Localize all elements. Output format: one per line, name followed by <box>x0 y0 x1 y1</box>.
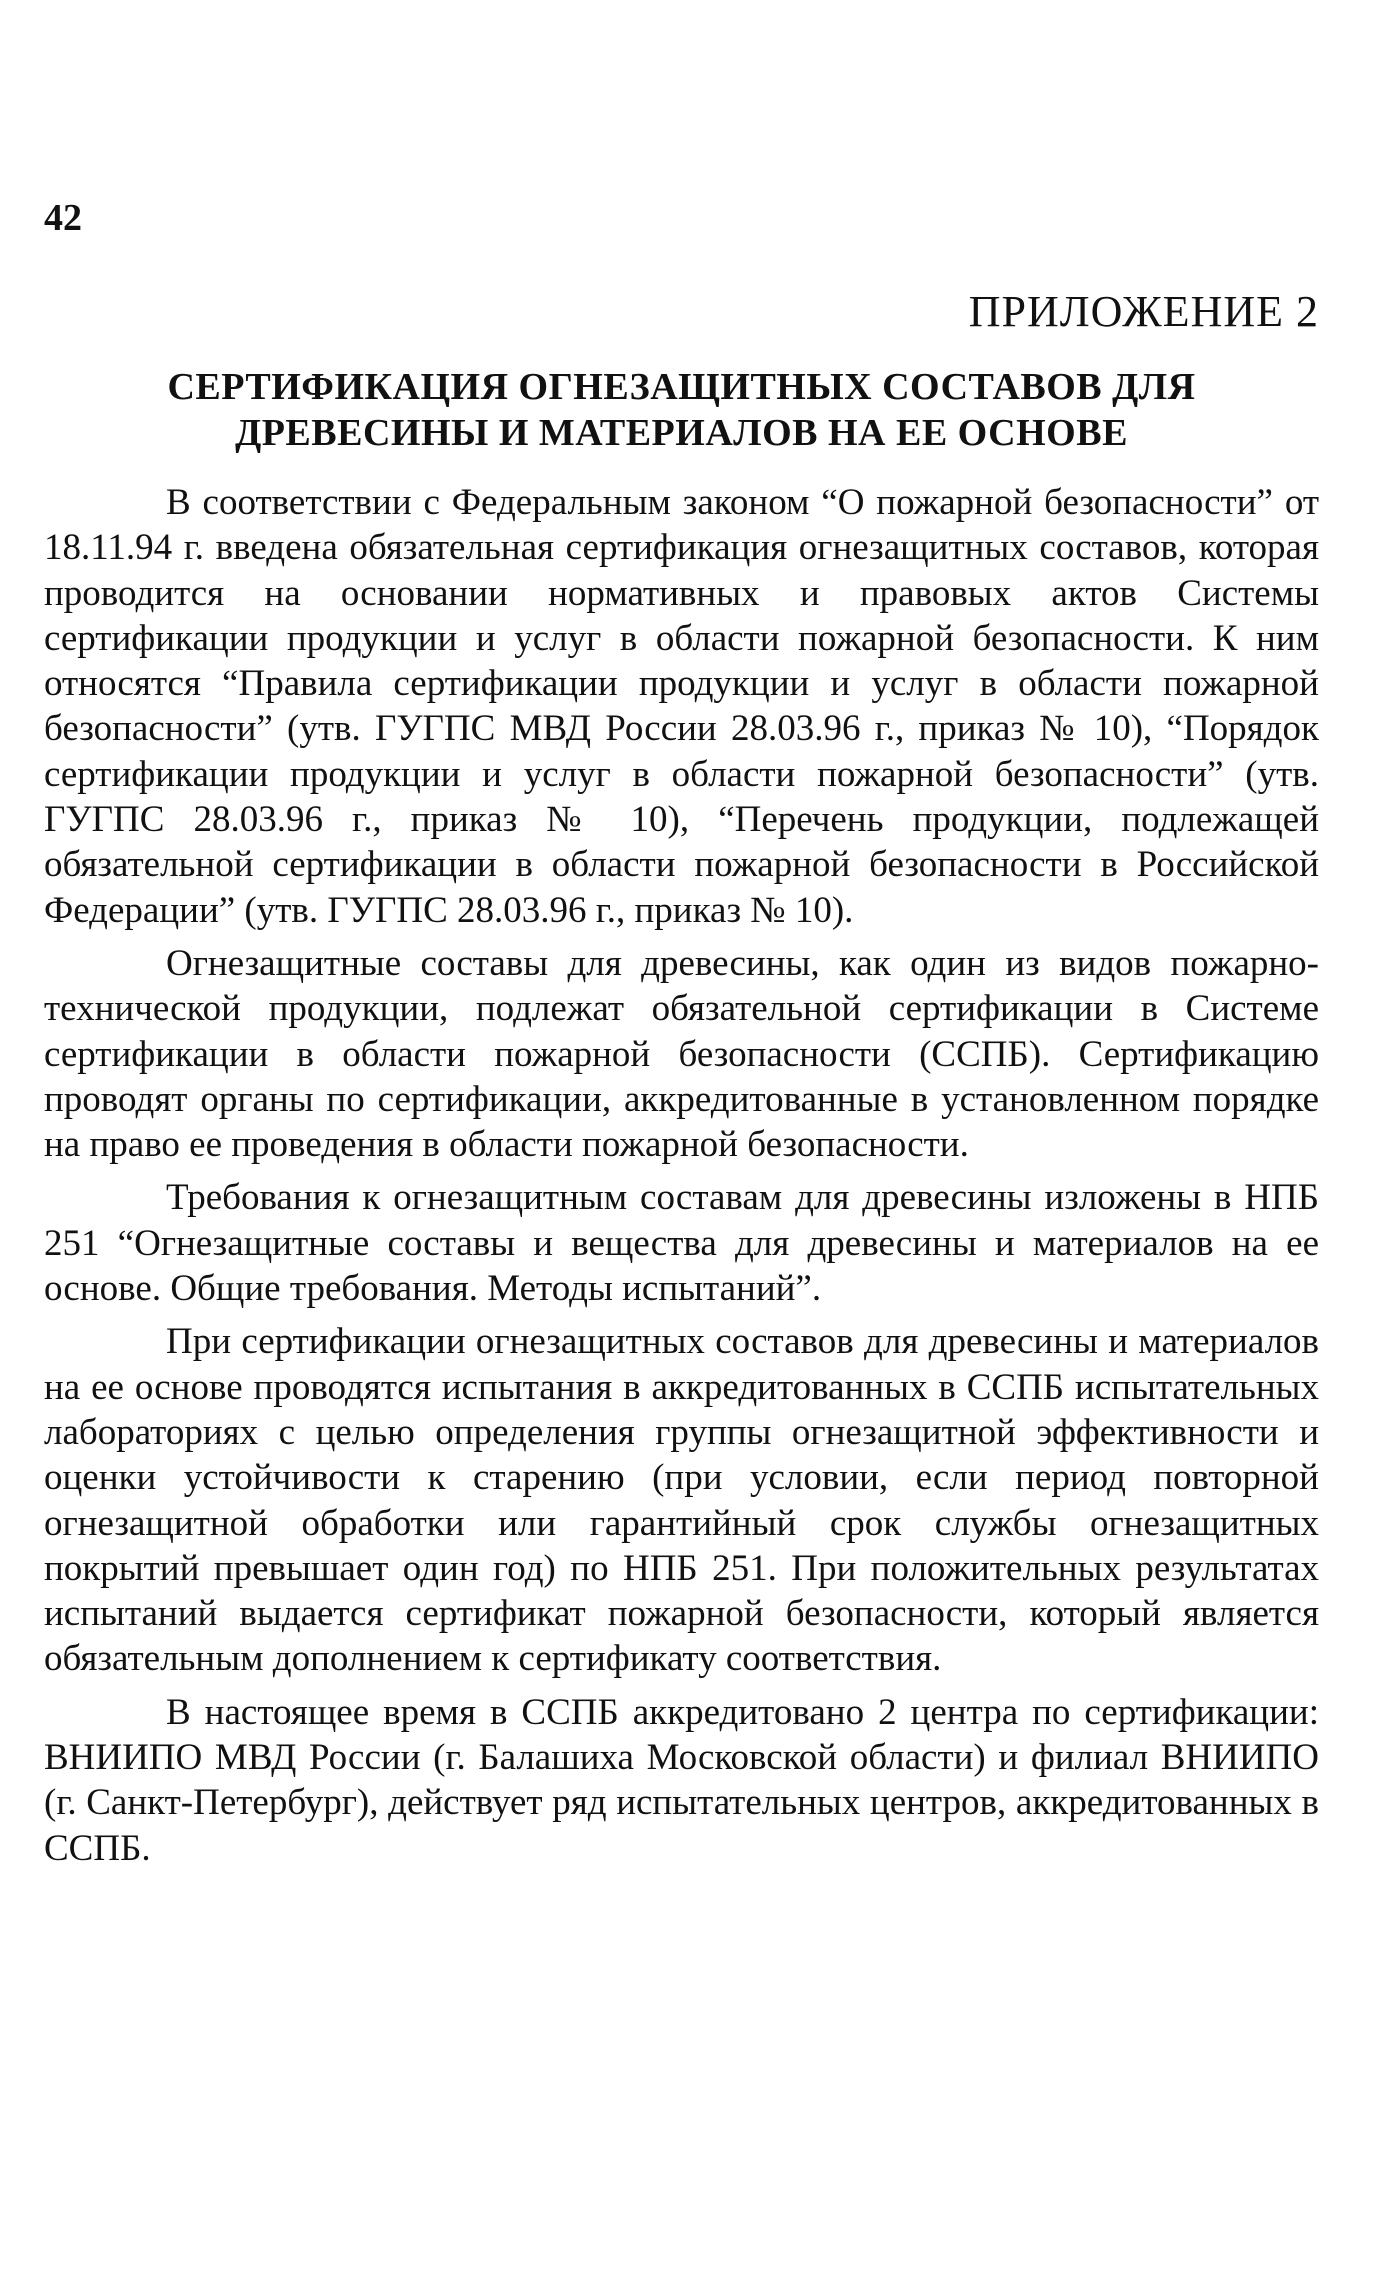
title-line-1: СЕРТИФИКАЦИЯ ОГНЕЗАЩИТНЫХ СОСТАВОВ ДЛЯ <box>167 366 1196 408</box>
body-text <box>44 480 1319 1879</box>
page-number: 42 <box>44 197 82 239</box>
paragraph: Огнезащитные составы для древесины, как один из видов пожарно-технической продукции, подлежат обязательной сертификации в Системе сертификации в области пожарной безопасности (ССПБ). Сертификацию проводят органы по сертификации, аккредитованные в установленном порядке на право ее проведения в области пожарной безопасности. <box>44 942 1319 1166</box>
paragraph: Требования к огнезащитным составам для древесины изложены в НПБ 251 “Огнезащитные составы и вещества для древесины и материалов на ее основе. Общие требования. Методы испытаний”. <box>44 1177 1319 1310</box>
paragraph: В соответствии с Федеральным законом “О пожарной безопасности” от 18.11.94 г. введена обязательная сертификация огнезащитных составов, которая проводится на основании нормативных и правовых актов Системы сертификации продукции и услуг в области пожарной безопасности. К ним относятся “Правила сертификации продукции и услуг в области пожарной безопасности” (утв. ГУГПС МВД России 28.03.96 г., приказ № 10), “Порядок сертификации продукции и услуг в области пожарной безопасности” (утв. ГУГПС 28.03.96 г., приказ № 10), “Перечень продукции, подлежащей обязательной сертификации в области пожарной безопасности в Российской Федерации” (утв. ГУГПС 28.03.96 г., приказ № 10). <box>44 482 1319 931</box>
title-line-2: ДРЕВЕСИНЫ И МАТЕРИАЛОВ НА ЕЕ ОСНОВЕ <box>235 412 1128 454</box>
paragraph: В настоящее время в ССПБ аккредитовано 2 центра по сертификации: ВНИИПО МВД России (г. Балашиха Московской области) и филиал ВНИИПО (г. Санкт-Петербург), действует ряд испытательных центров, аккредитованных в ССПБ. <box>44 1691 1319 1869</box>
document-title <box>44 364 1319 456</box>
appendix-label: ПРИЛОЖЕНИЕ 2 <box>968 287 1319 336</box>
paragraph: При сертификации огнезащитных составов для древесины и материалов на ее основе проводятся испытания в аккредитованных в ССПБ испытательных лабораториях с целью определения группы огнезащитной эффективности и оценки устойчивости к старению (при условии, если период повторной огнезащитной обработки или гарантийный срок службы огнезащитных покрытий превышает один год) по НПБ 251. При положительных результатах испытаний выдается сертификат пожарной безопасности, который является обязательным дополнением к сертификату соответствия. <box>44 1321 1319 1680</box>
